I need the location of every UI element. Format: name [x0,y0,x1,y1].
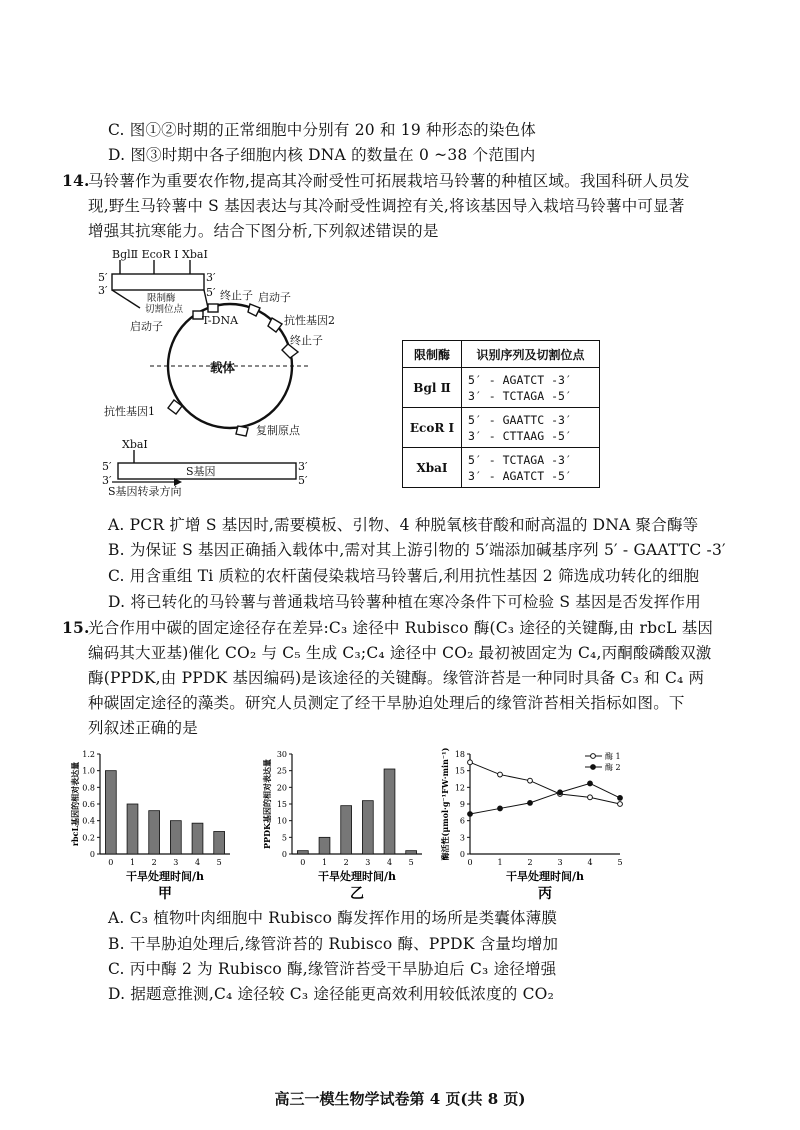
data-point [558,790,563,795]
q15-option-a: A. C₃ 植物叶肉细胞中 Rubisco 酶发挥作用的场所是类囊体薄膜 [108,909,558,927]
chart-bing [430,744,650,904]
fig-vector: 载体 [210,360,236,375]
y-tick-label: 9 [459,800,465,809]
direction-arrow [112,478,182,486]
x-tick-label: 3 [557,858,563,867]
y-tick-label: 15 [454,766,465,776]
data-point [618,802,623,807]
q14-stem-1: 马铃薯作为重要农作物,提高其冷耐受性可拓展栽培马铃薯的种植区域。我国科研人员发 [88,172,690,190]
enzyme-table [402,340,600,488]
fig-xba: XbaI [122,438,148,451]
fig-5prime-top: 5′ [98,271,108,284]
enzyme-seq-bottom: 3′ - AGATCT -5′ [468,468,572,483]
x-tick-label: 5 [617,858,623,867]
y-tick-label: 6 [459,816,465,826]
fig-3prime-s: 3′ [102,474,112,487]
panel-label: 甲 [158,886,172,902]
enzyme-seq-top: 5′ - GAATTC -3′ [468,412,572,427]
enzyme-table-header-2: 识别序列及切割位点 [462,341,600,368]
x-tick-label: 2 [343,858,349,867]
x-tick-label: 3 [173,858,179,867]
data-point [468,812,473,817]
x-tick-label: 0 [108,858,114,867]
y-tick-label: 25 [276,766,287,776]
bar [127,804,138,854]
panel-label: 丙 [538,886,552,902]
y-tick-label: 0.6 [82,800,95,809]
y-axis-label: rbcL基因的相对表达量 [70,761,80,847]
enzyme-table-header-1: 限制酶 [403,341,462,368]
bar [105,771,116,854]
fig-promoter-2: 启动子 [130,320,163,333]
y-tick-label: 0 [89,850,95,859]
y-tick-label: 3 [459,833,465,843]
bar [384,769,395,854]
x-tick-label: 3 [365,858,371,867]
x-tick-label: 5 [216,858,222,867]
legend-label: 酶 2 [605,763,621,772]
fig-5prime-s-r: 5′ [298,474,308,487]
x-tick-label: 0 [300,858,306,867]
y-tick-label: 20 [276,783,287,793]
fig-3prime-s-r: 3′ [298,460,308,473]
fig-ori: 复制原点 [256,424,300,437]
fig-terminator-2: 终止子 [290,334,323,347]
fig-3prime-right: 3′ [206,271,216,284]
y-axis-label: 酶活性(μmol·g⁻¹FW·min⁻¹) [440,747,450,861]
legend-marker [591,765,596,770]
enzyme-seq-bottom: 3′ - CTTAAG -5′ [468,428,572,443]
q15-option-b: B. 干旱胁迫处理后,缘管浒苔的 Rubisco 酶、PPDK 含量均增加 [108,935,559,953]
x-tick-label: 2 [151,858,157,867]
fig-tdna: T-DNA [202,314,239,327]
data-point [528,800,533,805]
chart-yi [252,744,432,904]
bar [149,811,160,854]
fig-resistance-2: 抗性基因2 [284,314,335,327]
data-point [588,795,593,800]
fig-s-gene: S基因 [186,465,216,478]
x-axis-label: 干旱处理时间/h [505,870,585,883]
q15-option-d: D. 据题意推测,C₄ 途径较 C₃ 途径能更高效利用较低浓度的 CO₂ [108,985,554,1003]
fig-enzyme-labels: BglⅡ EcoR I XbaI [112,248,208,261]
page-footer: 高三一模生物学试卷第 4 页(共 8 页) [274,1090,526,1108]
x-tick-label: 1 [497,858,503,867]
fig-terminator-1: 终止子 [220,289,253,302]
bar [406,851,417,854]
y-tick-label: 18 [454,750,465,759]
x-tick-label: 4 [386,858,393,867]
bar [297,851,308,854]
y-tick-label: 0.8 [82,783,95,793]
y-axis-label: PPDK基因的相对表达量 [262,759,272,849]
q14-number: 14. [62,171,90,190]
q14-stem-2: 现,野生马铃薯中 S 基因表达与其冷耐受性调控有关,将该基因导入栽培马铃薯中可显著 [88,197,685,215]
q15-stem-2: 编码其大亚基)催化 CO₂ 与 C₅ 生成 C₃;C₄ 途径中 CO₂ 最初被固定为 C₄,丙酮酸磷酸双激 [88,644,712,662]
legend-marker [591,754,596,759]
q14-stem-3: 增强其抗寒能力。结合下图分析,下列叙述错误的是 [88,222,439,240]
data-point [618,795,623,800]
q13-option-c: C. 图①②时期的正常细胞中分别有 20 和 19 种形态的染色体 [108,121,536,139]
fig-5prime-s: 5′ [102,460,112,473]
y-tick-label: 0.2 [82,833,95,843]
bar [192,823,203,854]
fig-resistance-1: 抗性基因1 [104,405,155,418]
s-gene-direction-label: S基因转录方向 [108,485,182,498]
q14-option-d: D. 将已转化的马铃薯与普通栽培马铃薯种植在寒冷条件下可检验 S 基因是否发挥作用 [108,593,701,611]
y-tick-label: 0 [281,850,287,859]
y-tick-label: 0 [459,850,465,859]
x-axis-label: 干旱处理时间/h [317,870,397,883]
bar [170,821,181,854]
x-tick-label: 5 [408,858,414,867]
y-tick-label: 1.2 [82,750,95,759]
panel-label: 乙 [350,886,364,902]
fig-cut-label-2: 切割位点 [145,304,184,315]
q14-option-b: B. 为保证 S 基因正确插入载体中,需对其上游引物的 5′端添加碱基序列 5′ - GAATTC -3′ [108,541,726,559]
fig-cut-label-1: 限制酶 [147,293,176,304]
bar [341,806,352,854]
q15-option-c: C. 丙中酶 2 为 Rubisco 酶,缘管浒苔受干旱胁迫后 C₃ 途径增强 [108,960,557,978]
q15-stem-5: 列叙述正确的是 [88,719,198,737]
bar [319,837,330,854]
q14-option-a: A. PCR 扩增 S 基因时,需要模板、引物、4 种脱氧核苷酸和耐高温的 DNA 聚合酶等 [108,516,699,534]
x-tick-label: 0 [467,858,473,867]
legend-label: 酶 1 [605,752,621,761]
y-tick-label: 5 [281,833,287,843]
x-tick-label: 1 [321,858,328,867]
data-point [468,760,473,765]
enzyme-name: EcoR I [403,408,462,448]
x-tick-label: 2 [527,858,533,867]
x-tick-label: 1 [129,858,136,867]
y-tick-label: 15 [276,800,287,809]
x-axis-label: 干旱处理时间/h [125,870,205,883]
bar [214,832,225,855]
fig-promoter-1: 启动子 [258,291,291,304]
y-tick-label: 30 [276,750,287,759]
data-point [498,772,503,777]
q15-stem-3: 酶(PPDK,由 PPDK 基因编码)是该途径的关键酶。缘管浒苔是一种同时具备 C₃ 和 C₄ 两 [88,669,705,687]
table-row [403,448,600,488]
fig-3prime-top: 3′ [98,284,108,297]
data-point [528,778,533,783]
data-point [588,781,593,786]
enzyme-name: Bgl Ⅱ [403,368,462,408]
x-tick-label: 4 [587,858,593,867]
q14-option-c: C. 用含重组 Ti 质粒的农杆菌侵染栽培马铃薯后,利用抗性基因 2 筛选成功转化的细胞 [108,567,700,585]
q15-stem-1: 光合作用中碳的固定途径存在差异:C₃ 途径中 Rubisco 酶(C₃ 途径的关键酶,由 rbcL 基因 [88,619,714,637]
y-tick-label: 0.4 [82,816,95,826]
q15-stem-4: 种碳固定途径的藻类。研究人员测定了经干旱胁迫处理后的缘管浒苔相关指标如图。下 [88,694,685,712]
q13-option-d: D. 图③时期中各子细胞内核 DNA 的数量在 0 ~38 个范围内 [108,146,536,164]
enzyme-seq-bottom: 3′ - TCTAGA -5′ [468,388,572,403]
x-tick-label: 4 [194,858,201,867]
q15-number: 15. [62,618,90,637]
chart-jia [60,744,240,904]
y-tick-label: 12 [454,783,465,793]
table-row [403,408,600,448]
enzyme-name: XbaⅠ [403,448,462,488]
y-tick-label: 1.0 [82,766,95,776]
table-row [403,368,600,408]
fig-5prime-right: 5′ [206,286,216,299]
data-point [498,806,503,811]
bar [362,801,373,854]
enzyme-seq-top: 5′ - AGATCT -3′ [468,372,572,387]
enzyme-seq-top: 5′ - TCTAGA -3′ [468,452,572,467]
plasmid-diagram [90,248,410,488]
y-tick-label: 10 [276,816,287,826]
